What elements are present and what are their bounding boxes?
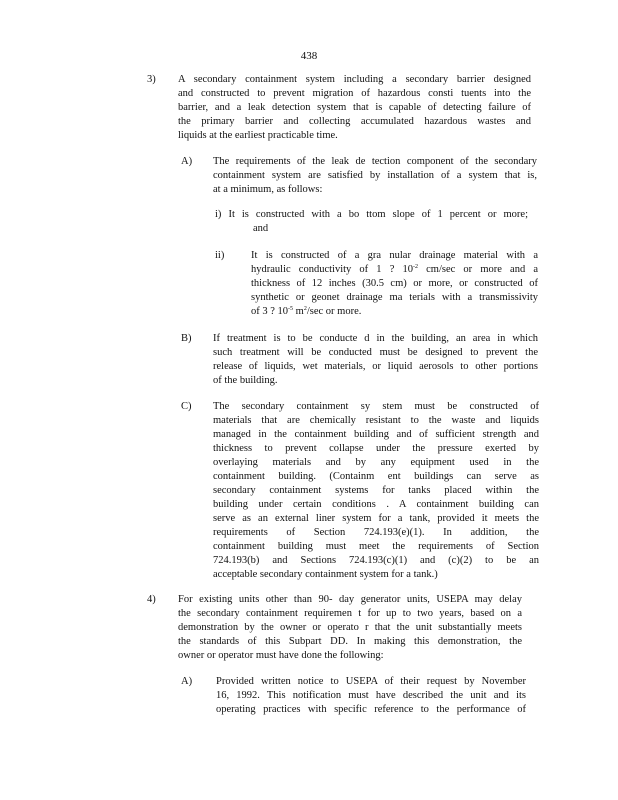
text-line: The secondary containment sy stem must be constructed of [213, 401, 539, 412]
text-line: It is constructed of a gra nular drainage material with a [251, 250, 538, 261]
text-line: requirements of Section 724.193(e)(1). In addition, the [213, 527, 539, 538]
item-3-label: 3) [147, 74, 156, 85]
item-3a-ii-paragraph [251, 249, 538, 319]
item-3a-label: A) [181, 156, 193, 167]
exponent: -2 [413, 264, 418, 270]
text-line: A secondary containment system including a secondary barrier designed [178, 74, 531, 85]
text-line: and constructed to prevent migration of hazardous consti tuents into the [178, 88, 531, 99]
text-line [251, 305, 538, 319]
text-line: building under certain conditions . A containment building can [213, 499, 539, 510]
text-line: demonstration by the owner or operato r that the unit substantially meets [178, 622, 522, 633]
item-3b-label: B) [181, 333, 192, 344]
text-line: 16, 1992. This notification must have described the unit and its [216, 690, 526, 701]
text-line: i) It is constructed with a bo ttom slope of 1 percent or more; [215, 209, 528, 220]
item-3b-paragraph [213, 332, 538, 388]
text-line: secondary containment systems for tanks placed within the [213, 485, 539, 496]
text-line: the secondary containment requiremen t for up to two years, based on a [178, 608, 522, 619]
item-4a-paragraph [216, 675, 526, 717]
text-line: overlaying materials and by any equipment used in the [213, 457, 539, 468]
text-line: such treatment will be conducted must be designed to prevent the [213, 347, 538, 358]
text-line: materials that are chemically resistant to the waste and liquids [213, 415, 539, 426]
exponent: -5 [288, 306, 294, 312]
text-line: containment system are satisfied by installation of a system that is, [213, 170, 537, 181]
text-line: barrier, and a leak detection system that is capable of detecting failure of [178, 102, 531, 113]
text-line: If treatment is to be conducte d in the building, an area in which [213, 333, 538, 344]
text-line: the primary barrier and collecting accumulated hazardous wastes and [178, 116, 531, 127]
item-3c-label: C) [181, 401, 192, 412]
page-number: 438 [300, 50, 318, 62]
text-line: 724.193(b) and Sections 724.193(c)(1) and (c)(2) to be an [213, 555, 539, 566]
text-line: containment building must meet the requirements of Section [213, 541, 539, 552]
text-line: owner or operator must have done the following: [178, 650, 384, 661]
text-line: and [253, 223, 269, 234]
item-4-paragraph [178, 593, 522, 663]
item-4a-label: A) [181, 676, 193, 687]
text-line: operating practices with specific reference to the performance of [216, 704, 526, 715]
line-text: of 3 ? 10 [251, 306, 289, 317]
text-line: acceptable secondary containment system for a tank.) [213, 569, 438, 580]
text-line: For existing units other than 90- day generator units, USEPA may delay [178, 594, 522, 605]
item-3a-i [215, 208, 528, 222]
exponent: 2 [303, 306, 307, 312]
item-4-label: 4) [147, 594, 156, 605]
text-line: release of liquids, wet materials, or liquid aerosols to other portions [213, 361, 538, 372]
item-3a-ii-label: ii) [215, 250, 225, 261]
line-text: hydraulic conductivity of 1 ? 10 [251, 264, 413, 275]
line-text: /sec or more. [306, 306, 362, 317]
text-line: thickness to prevent collapse under the pressure exerted by [213, 443, 539, 454]
text-line: liquids at the earliest practicable time. [178, 130, 338, 141]
text-line [251, 263, 538, 277]
item-3a-paragraph [213, 155, 537, 197]
text-line: of the building. [213, 375, 278, 386]
text-line: serve as an external liner system for a tank, provided it meets the [213, 513, 539, 524]
text-line: managed in the containment building and of sufficient strength and [213, 429, 539, 440]
item-3-paragraph [178, 73, 531, 143]
line-text: m [293, 306, 304, 317]
text-line: the standards of this Subpart DD. In making this demonstration, the [178, 636, 522, 647]
text-line: The requirements of the leak de tection component of the secondary [213, 156, 537, 167]
item-3c-paragraph [213, 400, 539, 582]
text-line: containment building. (Containm ent buildings can serve as [213, 471, 539, 482]
text-line: synthetic or geonet drainage ma terials with a transmissivity [251, 292, 538, 303]
text-line: at a minimum, as follows: [213, 184, 323, 195]
text-line: Provided written notice to USEPA of their request by November [216, 676, 526, 687]
text-line: thickness of 12 inches (30.5 cm) or more, or constructed of [251, 278, 538, 289]
line-text: cm/sec or more and a [418, 264, 538, 275]
